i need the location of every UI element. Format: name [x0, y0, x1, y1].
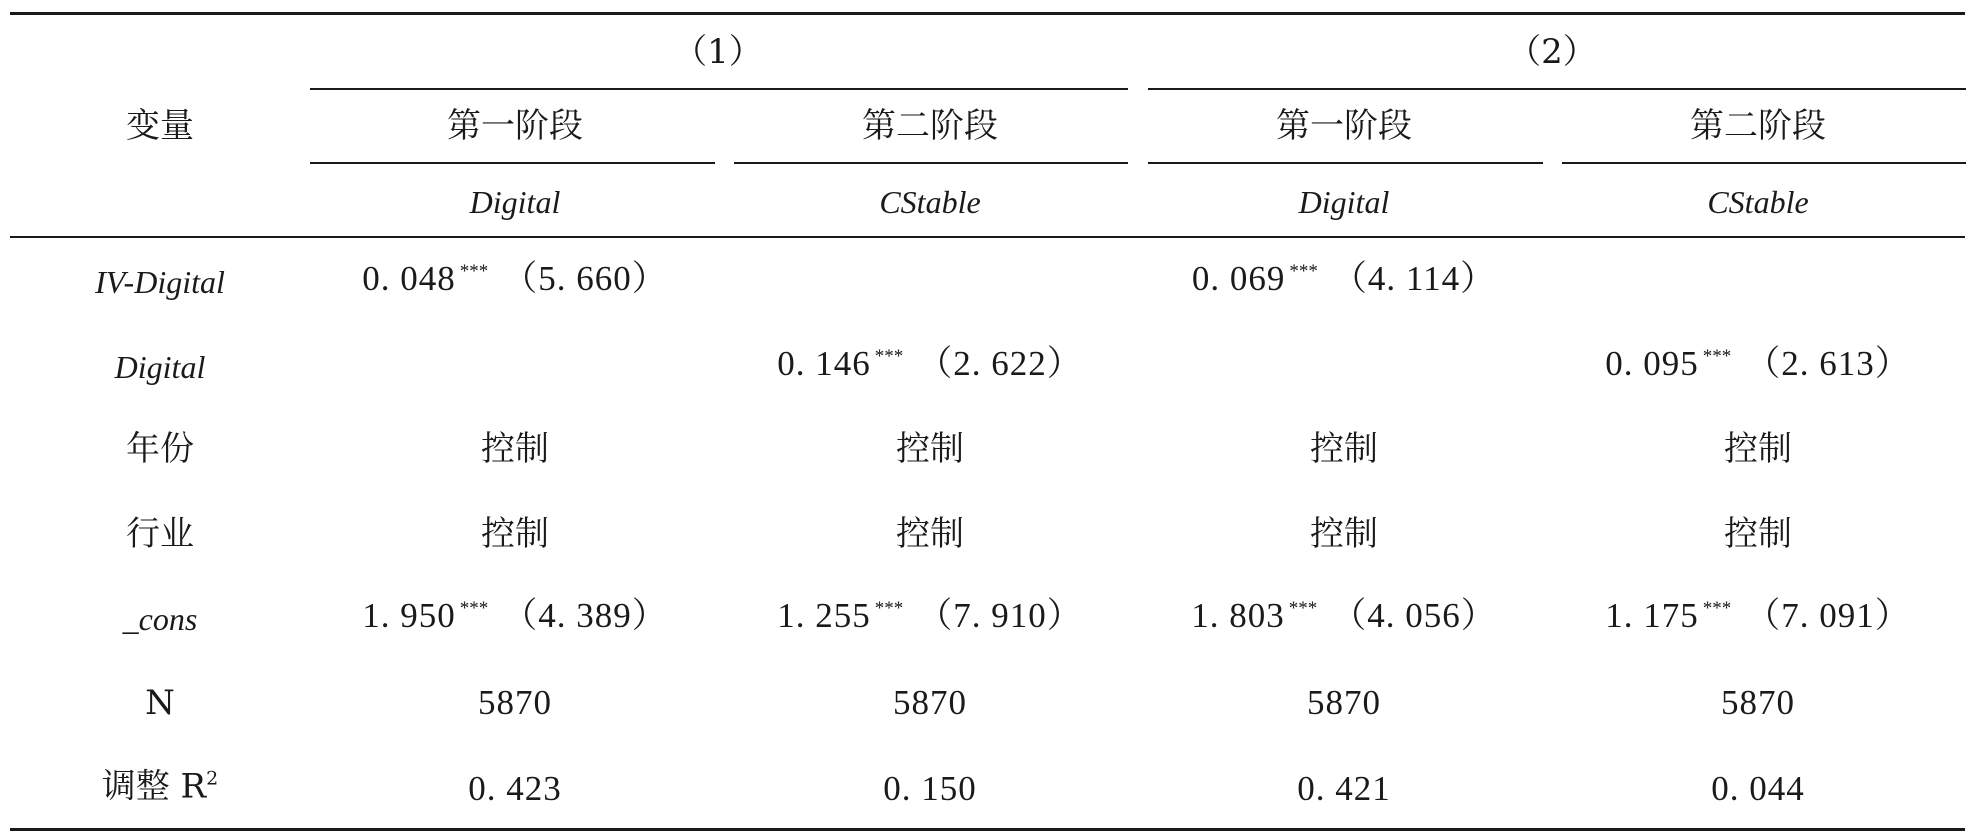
row-label — [145, 683, 175, 723]
table-cell — [883, 769, 977, 809]
stage-header: 第一阶段 — [447, 106, 583, 146]
row-label — [115, 347, 206, 387]
t-statistic: （4. 056） — [1331, 596, 1497, 635]
cell-value: 控制 — [1724, 429, 1792, 469]
t-statistic: （4. 114） — [1331, 259, 1497, 298]
variable-header: 变量 — [126, 106, 194, 146]
group-header-2: （2） — [1507, 32, 1597, 72]
significance-stars: *** — [1702, 598, 1732, 619]
cell-value: 0. 423 — [468, 769, 562, 808]
table-cell — [1310, 429, 1378, 469]
significance-stars: *** — [459, 598, 489, 619]
dependent-variable: CStable — [879, 184, 981, 220]
cell-value: 控制 — [481, 514, 549, 554]
row-label — [123, 599, 198, 639]
row-label-text: 年份 — [126, 429, 194, 469]
cell-value: 5870 — [1307, 683, 1381, 722]
cell-value: 5870 — [1721, 683, 1795, 722]
table-cell — [1307, 683, 1381, 723]
table-cell — [481, 514, 549, 554]
cell-value: 0. 421 — [1297, 769, 1391, 808]
coefficient: 1. 175 — [1605, 596, 1699, 635]
row-label-text: Digital — [114, 349, 206, 385]
coefficient: 0. 095 — [1605, 344, 1699, 383]
significance-stars: *** — [1289, 261, 1318, 282]
significance-stars: *** — [874, 346, 904, 367]
table-cell — [777, 344, 1083, 390]
row-label — [102, 767, 219, 812]
cell-value: 0. 044 — [1711, 769, 1805, 808]
label-superscript: 2 — [206, 767, 219, 790]
stage-header: 第二阶段 — [862, 106, 998, 146]
cell-value: 控制 — [896, 514, 964, 554]
t-statistic: （5. 660） — [502, 259, 668, 298]
table-cell — [1721, 683, 1795, 723]
cell-value: 5870 — [893, 683, 967, 722]
row-label — [95, 262, 225, 302]
table-cell — [1297, 769, 1391, 809]
t-statistic: （4. 389） — [502, 596, 668, 635]
table-cell — [893, 683, 967, 723]
row-label-text: N — [145, 683, 175, 723]
bottom-rule — [10, 828, 1965, 831]
t-statistic: （7. 091） — [1745, 596, 1911, 635]
table-cell — [481, 429, 549, 469]
table-cell — [478, 683, 552, 723]
top-rule — [10, 12, 1965, 15]
coefficient: 1. 803 — [1191, 596, 1285, 635]
dependent-variable: Digital — [469, 184, 561, 220]
cell-value: 5870 — [478, 683, 552, 722]
cell-value: 控制 — [1310, 514, 1378, 554]
significance-stars: *** — [874, 598, 904, 619]
coefficient: 1. 950 — [362, 596, 456, 635]
stage3-underline — [1148, 162, 1543, 164]
row-label — [126, 514, 194, 554]
t-statistic: （2. 613） — [1745, 344, 1911, 383]
stage-header: 第二阶段 — [1690, 106, 1826, 146]
table-cell — [362, 596, 668, 642]
significance-stars: *** — [459, 261, 489, 282]
coefficient: 0. 146 — [777, 344, 871, 383]
table-cell — [1310, 514, 1378, 554]
header-rule — [10, 236, 1965, 238]
table-cell — [468, 769, 562, 809]
row-label-text: IV-Digital — [95, 264, 225, 300]
group1-underline — [310, 88, 1128, 90]
stage2-underline — [734, 162, 1128, 164]
dependent-variable: Digital — [1298, 184, 1390, 220]
group-header-1: （1） — [673, 32, 763, 72]
table-cell — [896, 514, 964, 554]
table-cell — [1605, 596, 1911, 642]
cell-value: 控制 — [1310, 429, 1378, 469]
cell-value: 控制 — [481, 429, 549, 469]
cell-value: 控制 — [1724, 514, 1792, 554]
cell-value: 0. 150 — [883, 769, 977, 808]
significance-stars: *** — [1702, 346, 1732, 367]
group2-underline — [1148, 88, 1966, 90]
table-cell — [1724, 429, 1792, 469]
table-cell — [896, 429, 964, 469]
stage1-underline — [310, 162, 715, 164]
table-cell — [777, 596, 1083, 642]
table-cell — [1724, 514, 1792, 554]
table-cell — [1711, 769, 1805, 809]
significance-stars: *** — [1288, 598, 1318, 619]
table-cell — [1605, 344, 1911, 390]
coefficient: 0. 048 — [362, 259, 456, 298]
row-label-text: 调整 R — [101, 766, 207, 807]
table-cell — [1191, 596, 1497, 642]
table-cell — [362, 259, 668, 305]
coefficient: 0. 069 — [1191, 259, 1286, 298]
stage4-underline — [1562, 162, 1966, 164]
t-statistic: （2. 622） — [917, 344, 1083, 383]
row-label — [126, 429, 194, 469]
dependent-variable: CStable — [1707, 184, 1809, 220]
t-statistic: （7. 910） — [917, 596, 1083, 635]
row-label-text: 行业 — [126, 514, 194, 554]
stage-header: 第一阶段 — [1276, 106, 1412, 146]
table-cell — [1192, 259, 1496, 305]
cell-value: 控制 — [896, 429, 964, 469]
row-label-text: _cons — [122, 601, 198, 637]
coefficient: 1. 255 — [777, 596, 871, 635]
